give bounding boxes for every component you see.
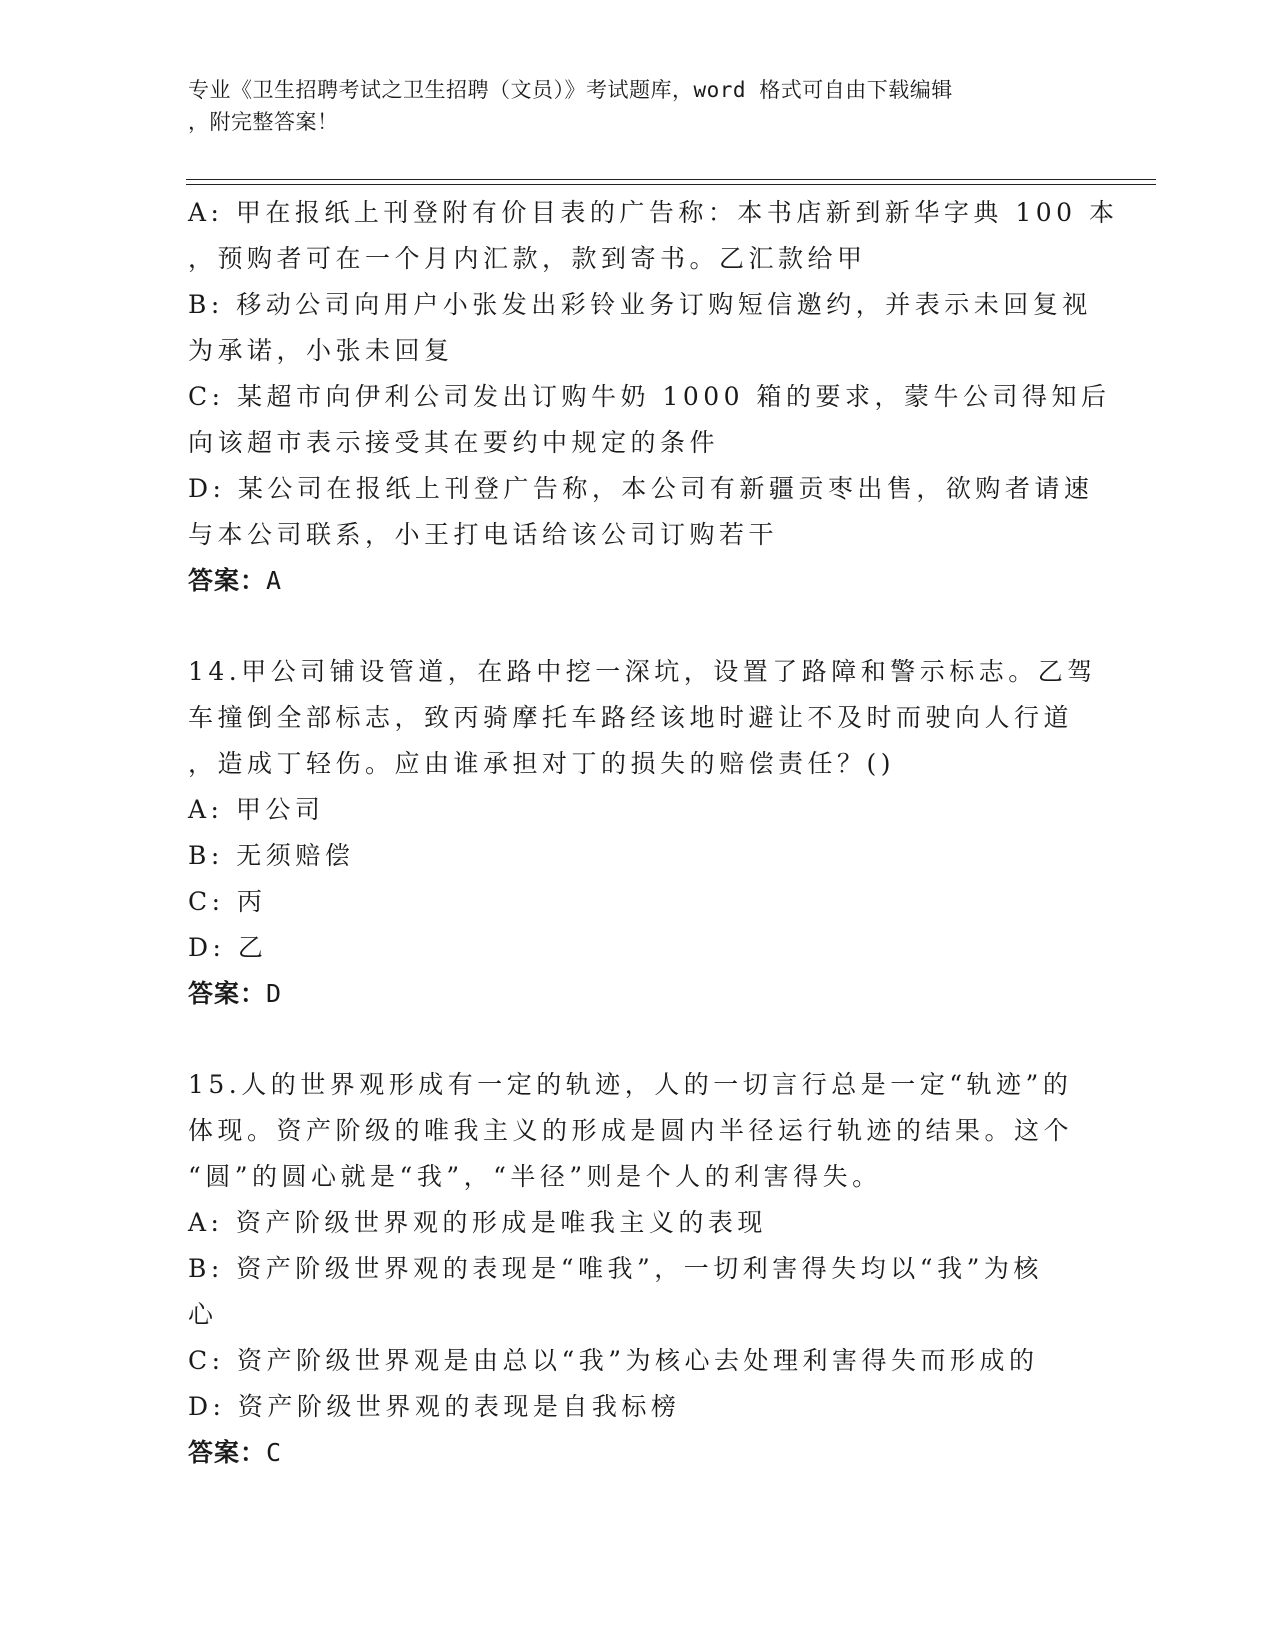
option-b-line-2: 心 bbox=[188, 1300, 218, 1329]
answer-label: 答案： bbox=[188, 979, 267, 1008]
option-a-line-1: A: 甲在报纸上刊登附有价目表的广告称：本书店新到新华字典 100 本 bbox=[188, 198, 1119, 227]
option-d-line-2: 与本公司联系，小王打电话给该公司订购若干 bbox=[188, 520, 779, 549]
header-line-2: ，附完整答案！ bbox=[188, 110, 339, 134]
question-14-text-line-3: ，造成丁轻伤。应由谁承担对丁的损失的赔偿责任？() bbox=[188, 749, 896, 778]
answer-value: D bbox=[266, 979, 283, 1008]
header-divider-bottom bbox=[186, 184, 1156, 185]
question-14-text-line-1: 14.甲公司铺设管道，在路中挖一深坑，设置了路障和警示标志。乙驾 bbox=[188, 657, 1097, 686]
header-line-1: 专业《卫生招聘考试之卫生招聘（文员）》考试题库，word 格式可自由下载编辑 bbox=[188, 78, 953, 102]
question-15-text-line-1: 15.人的世界观形成有一定的轨迹，人的一切言行总是一定“轨迹”的 bbox=[188, 1070, 1073, 1099]
option-a: A: 资产阶级世界观的形成是唯我主义的表现 bbox=[188, 1208, 767, 1237]
question-content bbox=[188, 190, 1119, 1476]
option-a: A: 甲公司 bbox=[188, 795, 325, 824]
document-header bbox=[188, 74, 1068, 138]
option-b-line-1: B: 移动公司向用户小张发出彩铃业务订购短信邀约，并表示未回复视 bbox=[188, 290, 1092, 319]
option-d-line-1: D: 某公司在报纸上刊登广告称，本公司有新疆贡枣出售，欲购者请速 bbox=[188, 474, 1094, 503]
option-c: C: 丙 bbox=[188, 887, 267, 916]
option-b-line-1: B: 资产阶级世界观的表现是“唯我”，一切利害得失均以“我”为核 bbox=[188, 1254, 1043, 1283]
option-c: C: 资产阶级世界观是由总以“我”为核心去处理利害得失而形成的 bbox=[188, 1346, 1039, 1375]
option-a-line-2: ，预购者可在一个月内汇款，款到寄书。乙汇款给甲 bbox=[188, 244, 867, 273]
option-c-line-2: 向该超市表示接受其在要约中规定的条件 bbox=[188, 428, 720, 457]
header-divider-top bbox=[186, 179, 1156, 180]
option-c-line-1: C: 某超市向伊利公司发出订购牛奶 1000 箱的要求，蒙牛公司得知后 bbox=[188, 382, 1111, 411]
option-d: D: 资产阶级世界观的表现是自我标榜 bbox=[188, 1392, 681, 1421]
option-b: B: 无须赔偿 bbox=[188, 841, 355, 870]
question-15-text-line-2: 体现。资产阶级的唯我主义的形成是圆内半径运行轨迹的结果。这个 bbox=[188, 1116, 1074, 1145]
option-b-line-2: 为承诺，小张未回复 bbox=[188, 336, 454, 365]
question-13-options bbox=[188, 190, 1119, 604]
question-15-text-line-3: “圆”的圆心就是“我”，“半径”则是个人的利害得失。 bbox=[188, 1162, 882, 1191]
answer-label: 答案： bbox=[188, 1438, 267, 1467]
answer-value: A bbox=[266, 566, 283, 595]
answer-15 bbox=[188, 1430, 1088, 1476]
question-14-text-line-2: 车撞倒全部标志，致丙骑摩托车路经该地时避让不及时而驶向人行道 bbox=[188, 703, 1074, 732]
option-d: D: 乙 bbox=[188, 933, 268, 962]
answer-13 bbox=[188, 558, 1088, 604]
answer-14 bbox=[188, 971, 1088, 1017]
question-14 bbox=[188, 649, 1097, 1017]
answer-label: 答案： bbox=[188, 566, 267, 595]
answer-value: C bbox=[266, 1438, 283, 1467]
question-15 bbox=[188, 1062, 1088, 1476]
